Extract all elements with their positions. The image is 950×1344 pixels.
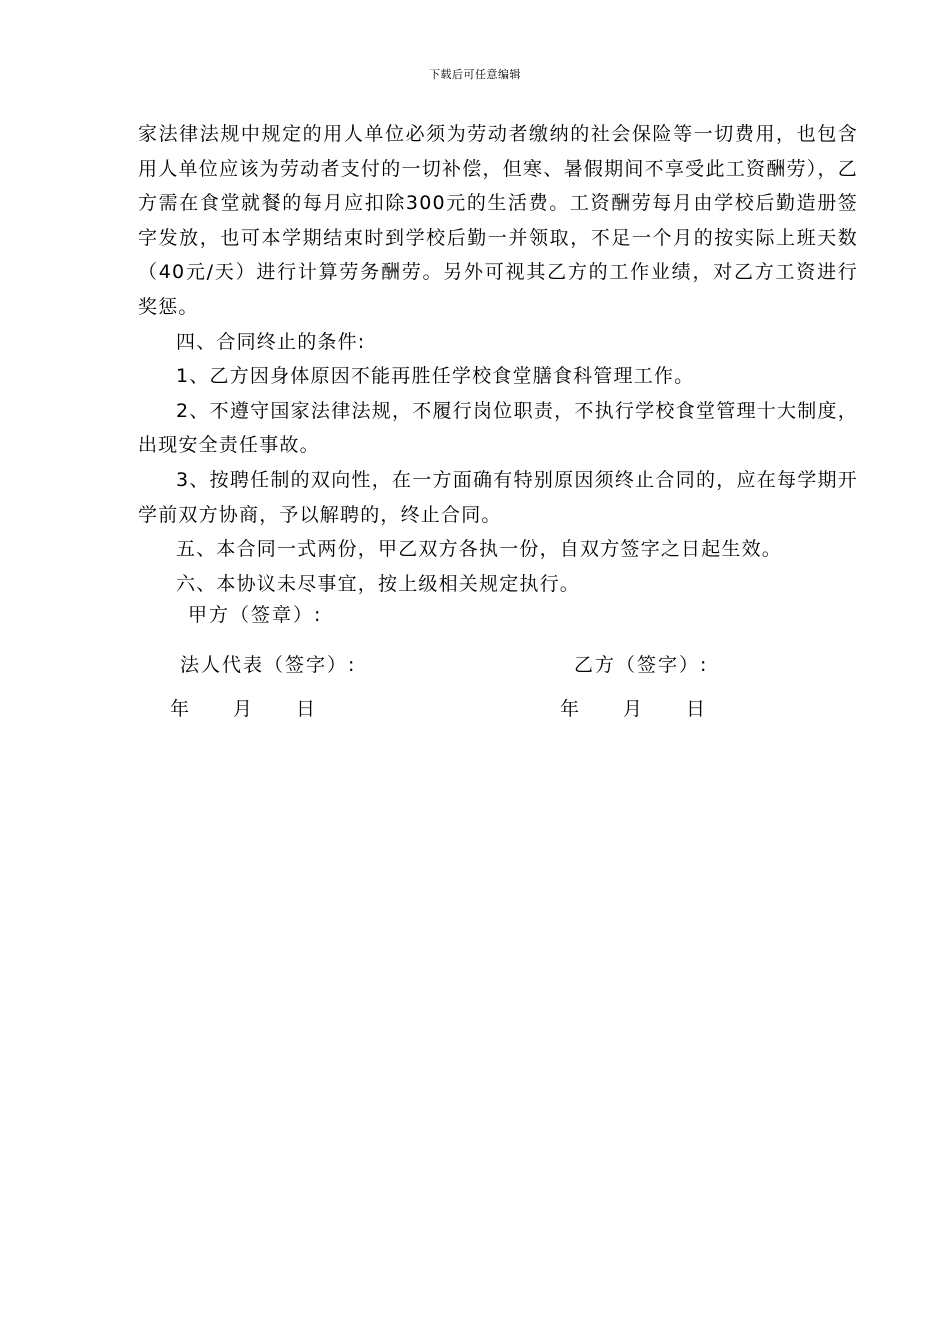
section-heading-termination: 四、合同终止的条件: bbox=[176, 330, 366, 353]
party-a-seal-label: 甲方（签章）: bbox=[188, 604, 323, 626]
termination-item-1: 1、乙方因身体原因不能再胜任学校食堂膳食科管理工作。 bbox=[176, 365, 695, 388]
legal-rep-signature-label: 法人代表（签字）: bbox=[180, 654, 357, 676]
paragraph-salary: 家法律法规中规定的用人单位必须为劳动者缴纳的社会保险等一切费用，也包含用人单位应该为劳动者支付的一切补偿，但寒、暑假期间不享受此工资酬劳），乙方需在食堂就餐的每月应扣除300元的生活费。工资酬劳每月由学校后勤造册签字发放，也可本学期结束时到学校后勤一并领取，不足一个月的按实际上班天数（40元/天）进行计算劳务酬劳。另外可视其乙方的工作业绩，对乙方工资进行奖惩。 bbox=[138, 123, 858, 318]
section-copies: 五、本合同一式两份，甲乙双方各执一份，自双方签字之日起生效。 bbox=[176, 538, 783, 561]
contract-body bbox=[138, 117, 858, 601]
section-unresolved-matters: 六、本协议未尽事宜，按上级相关规定执行。 bbox=[176, 572, 581, 595]
date-right: 年 月 日 bbox=[560, 698, 708, 720]
termination-item-2: 2、不遵守国家法律法规，不履行岗位职责，不执行学校食堂管理十大制度，出现安全责任事故。 bbox=[138, 399, 858, 457]
page-header-note: 下载后可任意编辑 bbox=[429, 68, 521, 81]
termination-item-3: 3、按聘任制的双向性，在一方面确有特别原因须终止合同的，应在每学期开学前双方协商，予以解聘的，终止合同。 bbox=[138, 468, 858, 526]
date-left: 年 月 日 bbox=[170, 698, 318, 720]
party-b-signature-label: 乙方（签字）: bbox=[574, 654, 709, 676]
